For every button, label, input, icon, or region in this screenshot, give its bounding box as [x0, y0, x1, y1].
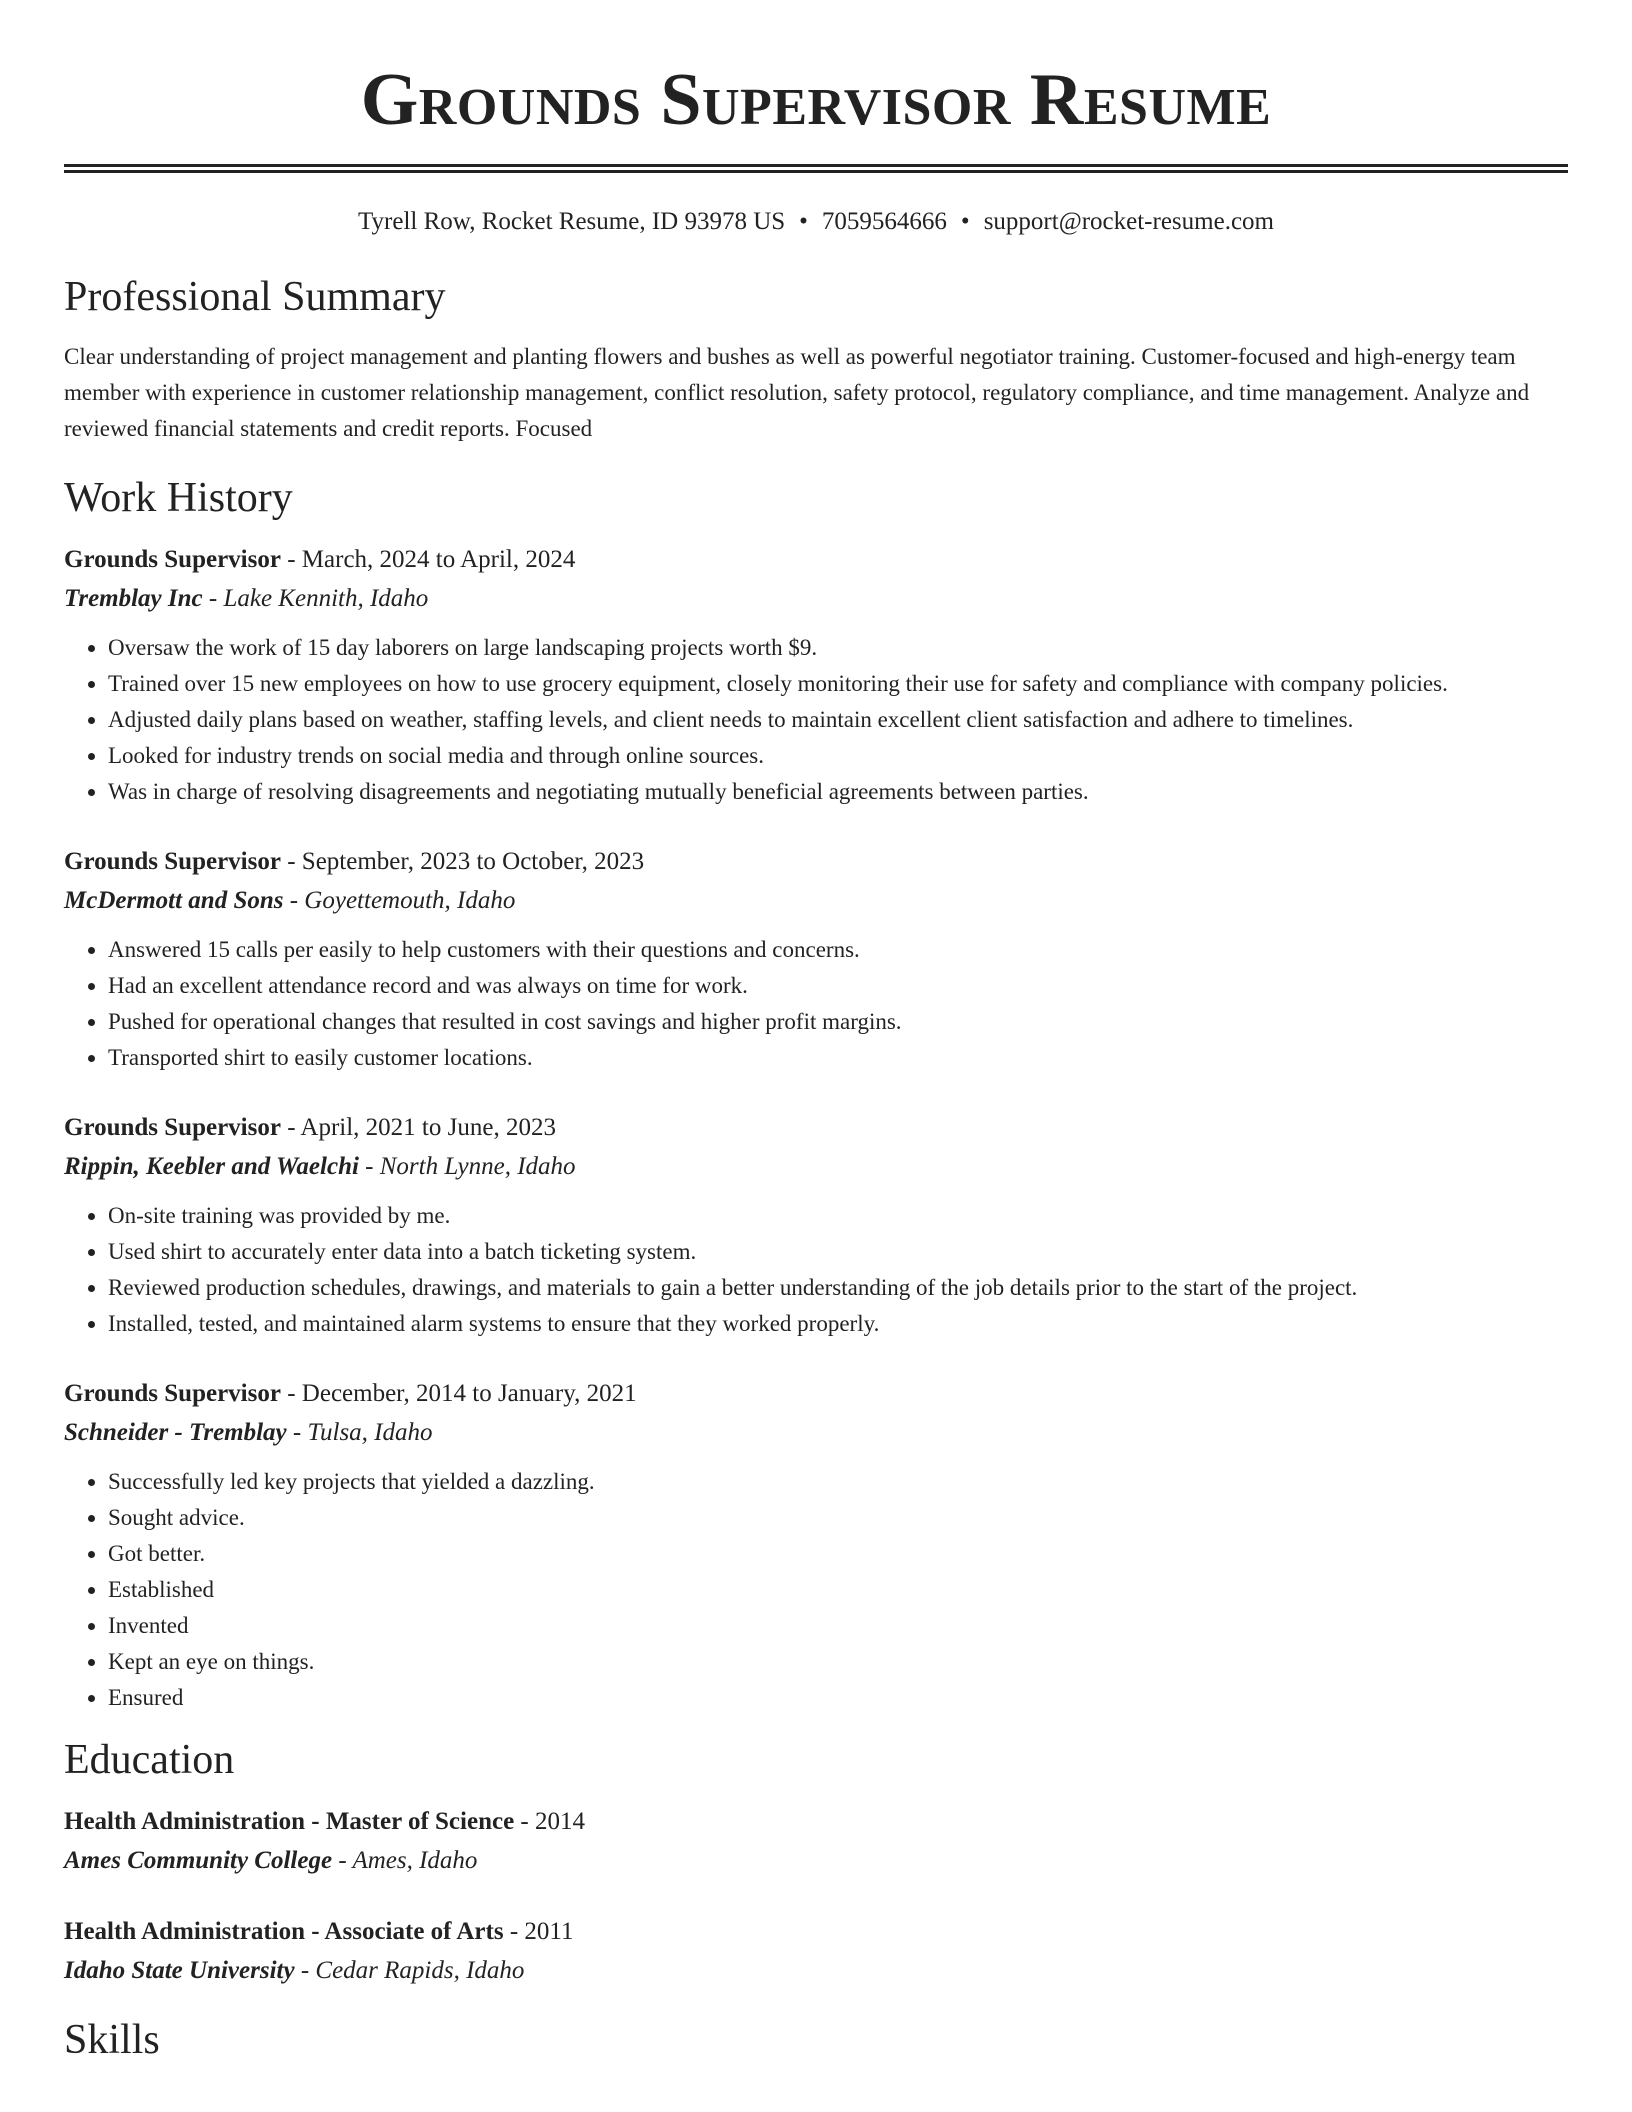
summary-heading: Professional Summary — [64, 274, 446, 320]
employer-name: Rippin, Keebler and Waelchi — [64, 1153, 359, 1180]
school-line — [64, 1952, 1568, 1990]
job-bullet: • Looked for industry trends on social media and through online sources. — [108, 738, 1568, 774]
title-divider — [64, 164, 1568, 173]
job-title-line — [64, 842, 1568, 882]
job-bullet: • Established — [108, 1572, 1568, 1608]
employer-line — [64, 882, 1568, 920]
employer-location: - Tulsa, Idaho — [286, 1419, 433, 1446]
job-entry — [64, 540, 1568, 810]
school-location: - Cedar Rapids, Idaho — [294, 1957, 525, 1984]
school-name: Idaho State University — [64, 1957, 295, 1984]
job-bullet: • Oversaw the work of 15 day laborers on large landscaping projects worth $9. — [108, 630, 1568, 666]
job-entry — [64, 1108, 1568, 1342]
job-title: Grounds Supervisor — [64, 1380, 281, 1407]
job-title: Grounds Supervisor — [64, 1114, 281, 1141]
contact-phone: 7059564666 — [821, 208, 947, 235]
degree-name: Health Administration - Associate of Arts — [64, 1918, 504, 1945]
degree-year: - 2011 — [503, 1918, 574, 1945]
job-bullet: • Reviewed production schedules, drawings, and materials to gain a better understanding of the job details prior to the start of the project. — [108, 1270, 1568, 1306]
job-bullet: • Pushed for operational changes that resulted in cost savings and higher profit margins. — [108, 1004, 1568, 1040]
job-bullets — [64, 630, 1568, 810]
job-bullet: • Got better. — [108, 1536, 1568, 1572]
contact-address: Tyrell Row, Rocket Resume, ID 93978 US — [358, 208, 786, 235]
job-bullet: • Transported shirt to easily customer locations. — [108, 1040, 1568, 1076]
employer-location: - Lake Kennith, Idaho — [202, 585, 429, 612]
job-bullet: • Answered 15 calls per easily to help customers with their questions and concerns. — [108, 932, 1568, 968]
job-bullet: • Sought advice. — [108, 1500, 1568, 1536]
degree-line — [64, 1912, 1568, 1952]
employer-name: Tremblay Inc — [64, 585, 203, 612]
job-title-line — [64, 1374, 1568, 1414]
employer-location: - Goyettemouth, Idaho — [283, 887, 516, 914]
school-name: Ames Community College — [64, 1847, 333, 1874]
job-bullet: • Was in charge of resolving disagreements and negotiating mutually beneficial agreements between parties. — [108, 774, 1568, 810]
work-history-list — [64, 540, 1568, 1716]
job-bullet: • Had an excellent attendance record and was always on time for work. — [108, 968, 1568, 1004]
job-bullet: • On-site training was provided by me. — [108, 1198, 1568, 1234]
job-entry — [64, 842, 1568, 1076]
employer-location: - North Lynne, Idaho — [358, 1153, 576, 1180]
education-heading: Education — [64, 1737, 235, 1783]
job-bullet: • Trained over 15 new employees on how to use grocery equipment, closely monitoring their use for safety and compliance with company policies. — [108, 666, 1568, 702]
job-bullets — [64, 1464, 1568, 1716]
employer-line — [64, 1414, 1568, 1452]
job-bullet: • Installed, tested, and maintained alarm systems to ensure that they worked properly. — [108, 1306, 1568, 1342]
job-bullet: • Invented — [108, 1608, 1568, 1644]
job-dates: - March, 2024 to April, 2024 — [280, 546, 576, 573]
employer-name: Schneider - Tremblay — [64, 1419, 287, 1446]
skills-heading: Skills — [64, 2017, 160, 2063]
school-location: - Ames, Idaho — [332, 1847, 478, 1874]
employer-line — [64, 1148, 1568, 1186]
job-bullet: • Kept an eye on things. — [108, 1644, 1568, 1680]
job-title: Grounds Supervisor — [64, 546, 281, 573]
employer-name: McDermott and Sons — [64, 887, 284, 914]
degree-year: - 2014 — [514, 1808, 585, 1835]
work-history-heading: Work History — [64, 475, 293, 521]
education-entry — [64, 1912, 1568, 1990]
contact-email: support@rocket-resume.com — [983, 208, 1274, 235]
degree-line — [64, 1802, 1568, 1842]
education-entry — [64, 1802, 1568, 1880]
resume-page — [64, 0, 1568, 2066]
employer-line — [64, 580, 1568, 618]
school-line — [64, 1842, 1568, 1880]
job-entry — [64, 1374, 1568, 1716]
contact-separator: • — [799, 208, 808, 235]
job-title-line — [64, 1108, 1568, 1148]
job-bullets — [64, 932, 1568, 1076]
job-bullets — [64, 1198, 1568, 1342]
job-bullet: • Adjusted daily plans based on weather, staffing levels, and client needs to maintain excellent client satisfaction and adhere to timelines. — [108, 702, 1568, 738]
job-bullet: • Ensured — [108, 1680, 1568, 1716]
summary-text: Clear understanding of project management and planting flowers and bushes as well as powerful negotiator training. Customer-focused and high-energy team member with experience in customer relationship management, conflict resolution, safety protocol, regulatory compliance, and time management. Analyze and reviewed financial statements and credit reports. Focused — [64, 344, 1530, 441]
job-title: Grounds Supervisor — [64, 848, 281, 875]
job-title-line — [64, 540, 1568, 580]
job-bullet: • Used shirt to accurately enter data into a batch ticketing system. — [108, 1234, 1568, 1270]
contact-separator: • — [960, 208, 970, 235]
contact-line — [64, 206, 1568, 238]
degree-name: Health Administration - Master of Science — [64, 1808, 515, 1835]
job-dates: - December, 2014 to January, 2021 — [280, 1380, 637, 1407]
job-dates: - April, 2021 to June, 2023 — [280, 1114, 556, 1141]
job-bullet: • Successfully led key projects that yielded a dazzling. — [108, 1464, 1568, 1500]
resume-title: Grounds Supervisor Resume — [360, 59, 1272, 141]
job-dates: - September, 2023 to October, 2023 — [280, 848, 645, 875]
